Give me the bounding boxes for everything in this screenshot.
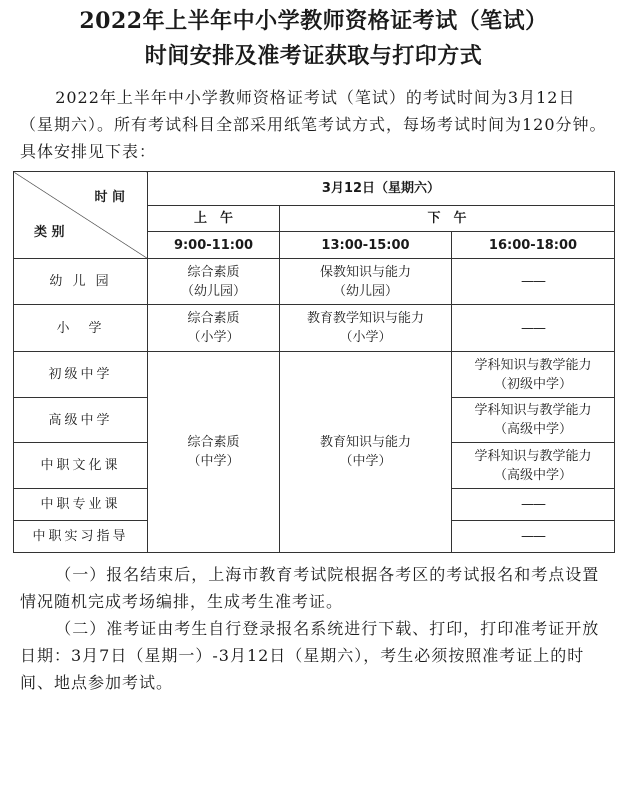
- slot-2-time: 13:00-15:00: [280, 232, 452, 259]
- page-title-line2: 时间安排及准考证获取与打印方式: [144, 43, 483, 69]
- table-row: [14, 352, 615, 398]
- table-row: [14, 259, 615, 305]
- vocational-slot-3: 学科知识与教学能力 （高级中学）: [452, 443, 615, 489]
- morning-header: 上 午: [148, 206, 280, 232]
- primary-slot-2: 教育教学知识与能力 （小学）: [280, 305, 452, 352]
- note-2: （二）准考证由考生自行登录报名系统进行下载、打印，打印准考证开放日期：3月7日（星期一）-3月12日（星期六），考生必须按照准考证上的时间、地点参加考试。: [20, 619, 600, 692]
- kindergarten-slot-2: 保教知识与能力 （幼儿园）: [280, 259, 452, 305]
- middle-slot-1: 综合素质 （中学）: [148, 352, 280, 553]
- junior-slot-3: 学科知识与教学能力 （初级中学）: [452, 352, 615, 398]
- category-vocational-professional: 中职专业课: [14, 489, 148, 521]
- category-primary: 小 学: [14, 305, 148, 352]
- corner-time-label: 时 间: [94, 190, 125, 205]
- afternoon-header: 下 午: [280, 206, 615, 232]
- vocintern-slot-3: ——: [452, 521, 615, 553]
- middle-slot-2: 教育知识与能力 （中学）: [280, 352, 452, 553]
- senior-slot-3: 学科知识与教学能力 （高级中学）: [452, 398, 615, 443]
- corner-header: [14, 172, 148, 259]
- kindergarten-slot-3: ——: [452, 259, 615, 305]
- primary-slot-3: ——: [452, 305, 615, 352]
- category-kindergarten: 幼 儿 园: [14, 259, 148, 305]
- primary-slot-1: 综合素质 （小学）: [148, 305, 280, 352]
- category-vocational-culture: 中职文化课: [14, 443, 148, 489]
- category-junior-middle: 初级中学: [14, 352, 148, 398]
- category-senior-middle: 高级中学: [14, 398, 148, 443]
- note-1: （一）报名结束后，上海市教育考试院根据各考区的考试报名和考点设置情况随机完成考场编排，生成考生准考证。: [20, 565, 600, 611]
- exam-date: 3月12日（星期六）: [148, 172, 615, 206]
- table-row: [14, 305, 615, 352]
- corner-category-label: 类 别: [34, 225, 65, 240]
- slot-3-time: 16:00-18:00: [452, 232, 615, 259]
- schedule-table: [13, 171, 615, 553]
- intro-paragraph: 2022年上半年中小学教师资格证考试（笔试）的考试时间为3月12日（星期六）。所有考试科目全部采用纸笔考试方式，每场考试时间为120分钟。具体安排见下表：: [20, 88, 607, 161]
- slot-1-time: 9:00-11:00: [148, 232, 280, 259]
- page-title-line1: 2022年上半年中小学教师资格证考试（笔试）: [79, 8, 548, 34]
- category-vocational-internship: 中职实习指导: [14, 521, 148, 553]
- kindergarten-slot-1: 综合素质 （幼儿园）: [148, 259, 280, 305]
- vocpro-slot-3: ——: [452, 489, 615, 521]
